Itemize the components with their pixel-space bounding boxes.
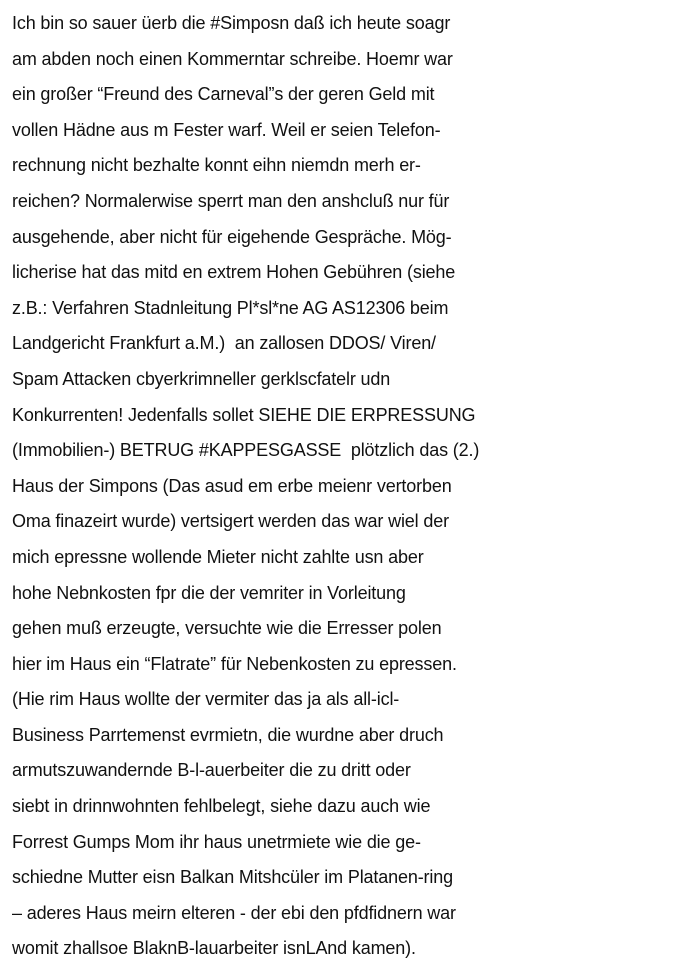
text-line: Spam Attacken cbyerkrimneller gerklscfatelr udn [12, 368, 391, 389]
text-line: vollen Hädne aus m Fester warf. Weil er seien Telefon- [12, 119, 441, 140]
text-line: siebt in drinnwohnten fehlbelegt, siehe dazu auch wie [12, 796, 431, 817]
text-line: (Hie rim Haus wollte der vermiter das ja als all-icl- [12, 689, 400, 710]
text-line: ausgehende, aber nicht für eigehende Gespräche. Mög- [12, 226, 452, 247]
text-line: Konkurrenten! Jedenfalls sollet SIEHE DIE ERPRESSUNG [12, 404, 476, 425]
text-line: ein großer “Freund des Carneval”s der geren Geld mit [12, 84, 435, 105]
text-line: z.B.: Verfahren Stadnleitung Pl*sl*ne AG AS12306 beim [12, 297, 449, 318]
text-line: – aderes Haus meirn elteren - der ebi den pfdfidnern war [12, 902, 456, 923]
text-line: rechnung nicht bezhalte konnt eihn niemdn merh er- [12, 155, 421, 176]
text-line: hier im Haus ein “Flatrate” für Nebenkosten zu epressen. [12, 653, 457, 674]
text-line: am abden noch einen Kommerntar schreibe. Hoemr war [12, 48, 453, 69]
text-line: womit zhallsoe BlaknB-lauarbeiter isnLAnd kamen). [12, 938, 416, 959]
text-line: gehen muß erzeugte, versuchte wie die Erresser polen [12, 618, 442, 639]
body-text [12, 6, 680, 967]
text-line: licherise hat das mitd en extrem Hohen Gebühren (siehe [12, 262, 456, 283]
text-line: Business Parrtemenst evrmietn, die wurdne aber druch [12, 724, 444, 745]
text-line: Landgericht Frankfurt a.M.) an zallosen DDOS/ Viren/ [12, 333, 436, 354]
text-line: schiedne Mutter eisn Balkan Mitshcüler im Platanen-ring [12, 867, 453, 888]
text-line: reichen? Normalerwise sperrt man den anshcluß nur für [12, 190, 450, 211]
text-line: mich epressne wollende Mieter nicht zahlte usn aber [12, 546, 424, 567]
text-line: Oma finazeirt wurde) vertsigert werden das war wiel der [12, 511, 449, 532]
text-line: (Immobilien-) BETRUG #KAPPESGASSE plötzlich das (2.) [12, 440, 480, 461]
text-line: hohe Nebnkosten fpr die der vemriter in Vorleitung [12, 582, 406, 603]
text-line: Haus der Simpons (Das asud em erbe meienr vertorben [12, 475, 452, 496]
text-line: Ich bin so sauer üerb die #Simposn daß ich heute soagr [12, 13, 451, 33]
text-line: armutszuwandernde B-l-auerbeiter die zu dritt oder [12, 760, 411, 781]
text-line: Forrest Gumps Mom ihr haus unetrmiete wie die ge- [12, 831, 421, 852]
